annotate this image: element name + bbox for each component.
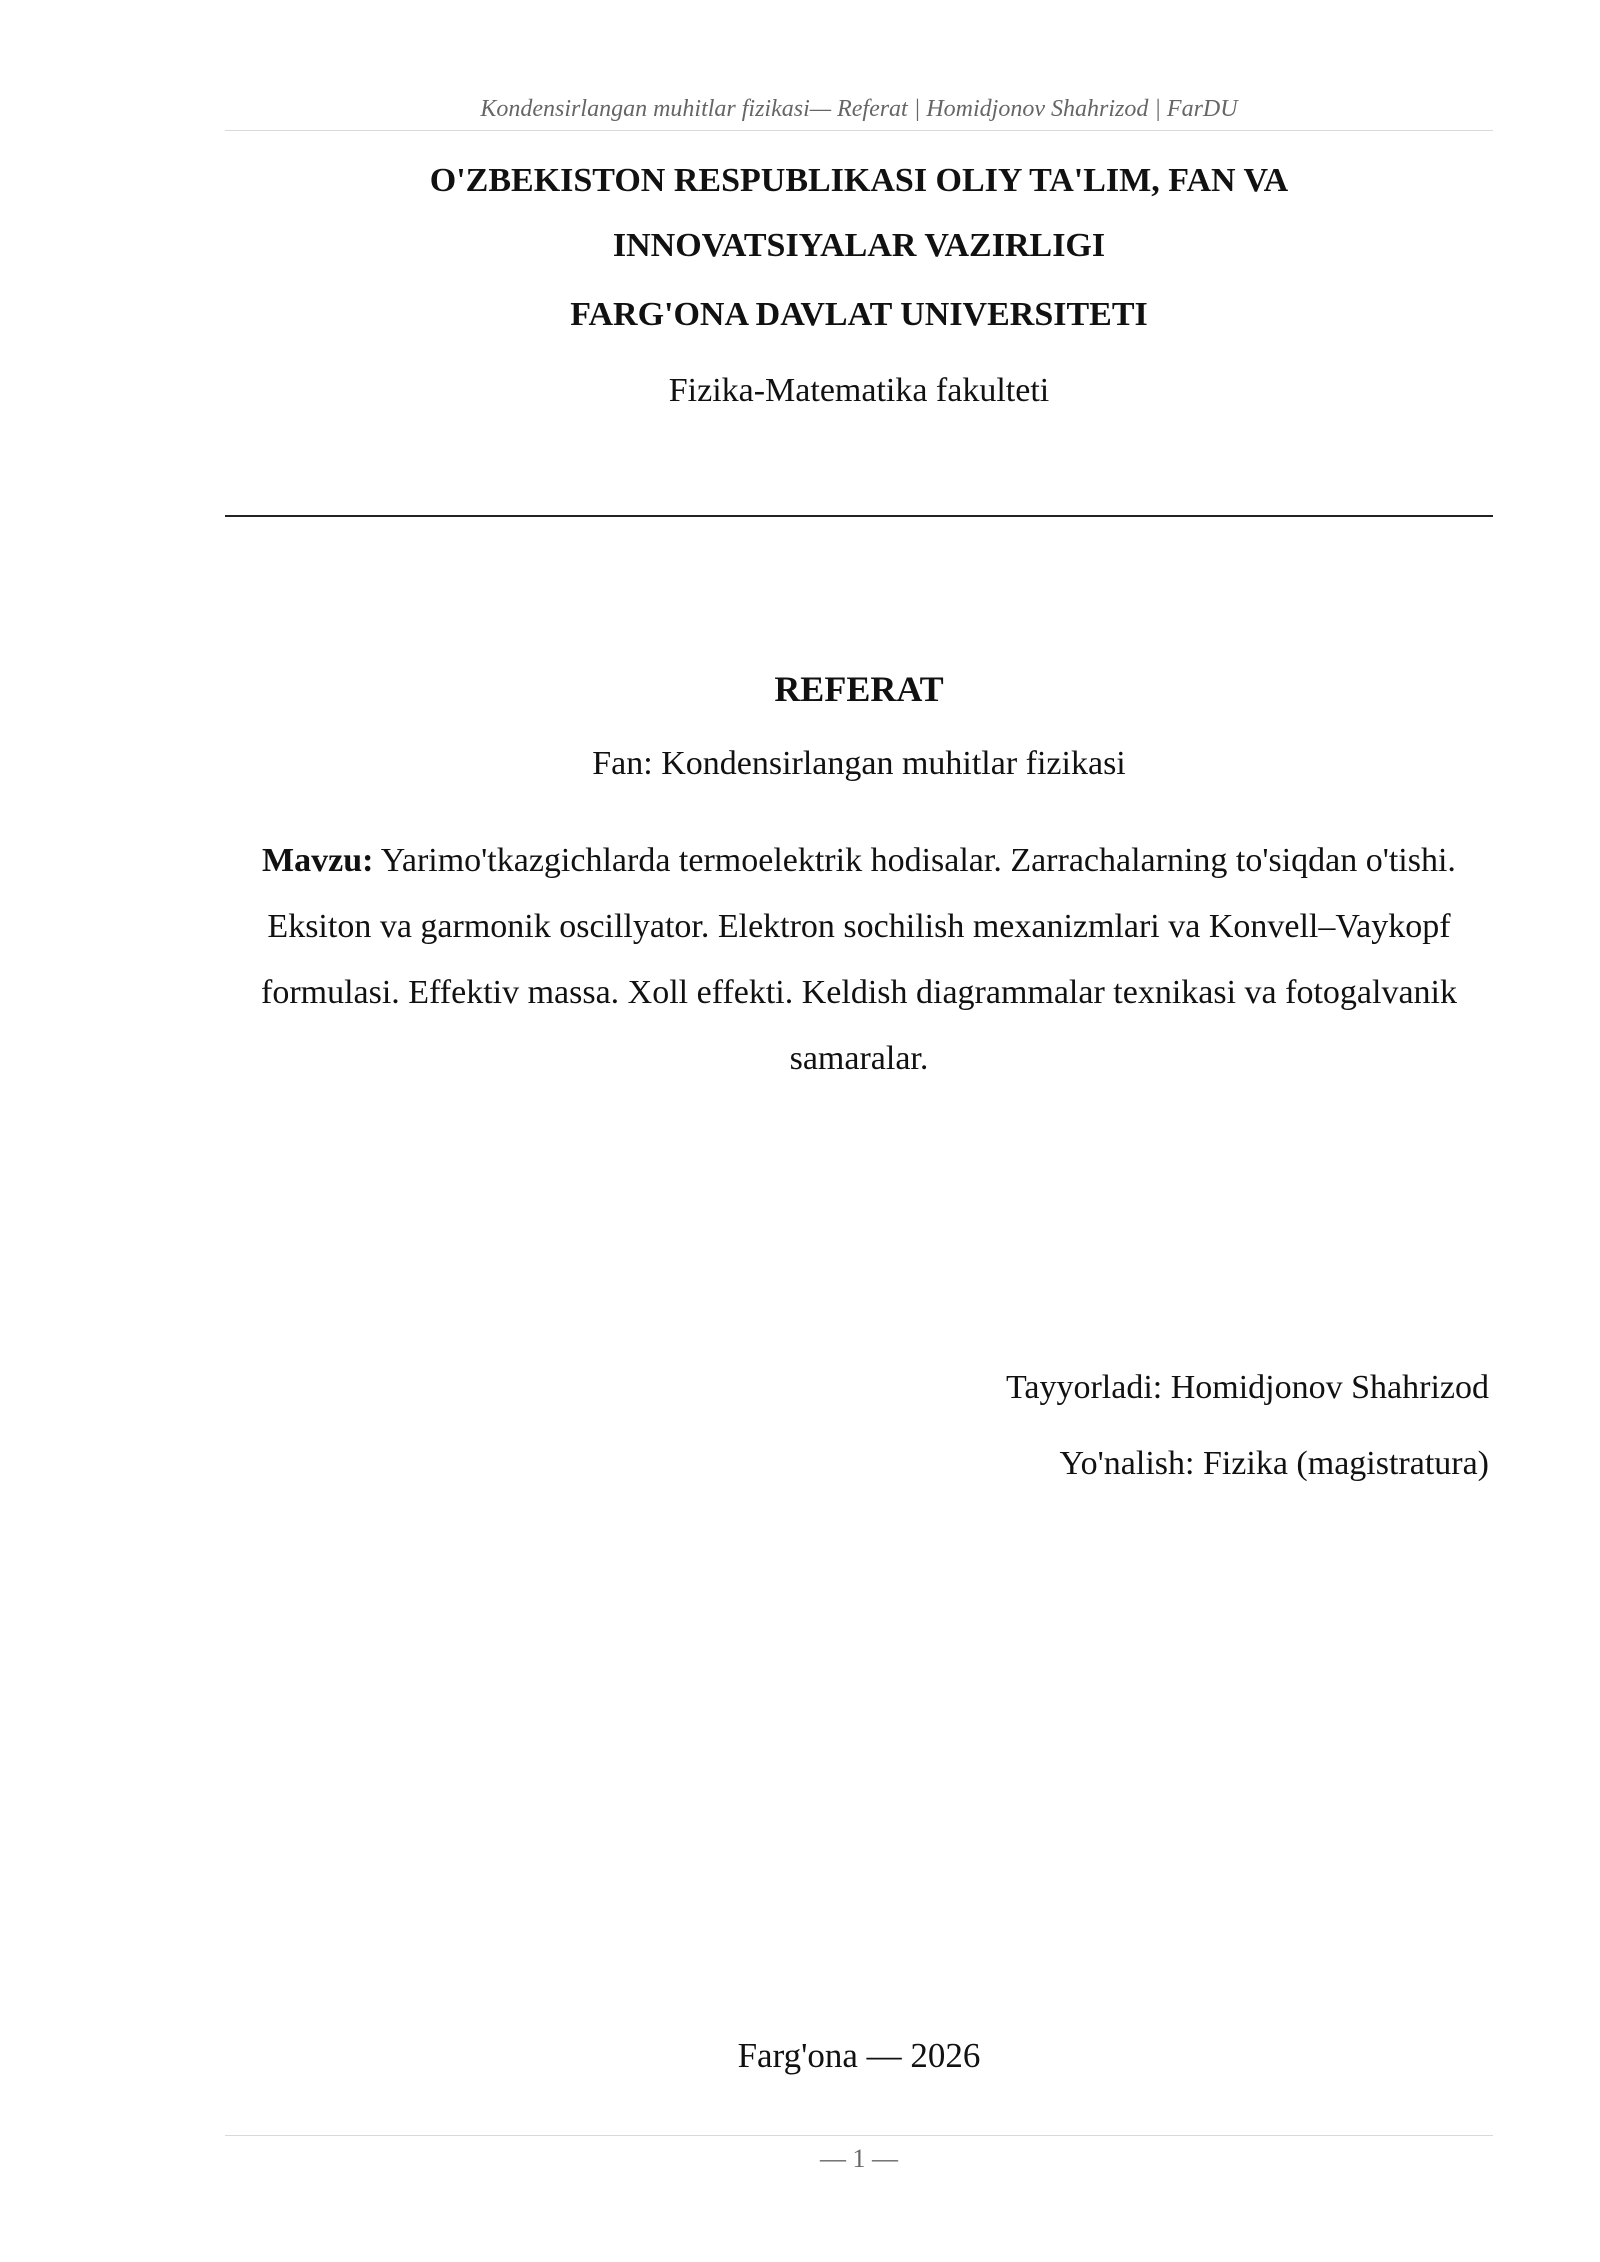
ministry-title-line-1: O'ZBEKISTON RESPUBLIKASI OLIY TA'LIM, FAN VA <box>429 162 1289 199</box>
ministry-title <box>225 148 1493 278</box>
place-and-year: Farg'ona — 2026 <box>737 2036 981 2075</box>
title-separator <box>225 515 1493 517</box>
study-direction: Yo'nalish: Fizika (magistratura) <box>1059 1445 1489 1482</box>
faculty-name: Fizika-Matematika fakulteti <box>668 372 1050 409</box>
author-block <box>225 1350 1489 1502</box>
header-divider <box>225 130 1493 131</box>
running-header: Kondensirlangan muhitlar fizikasi— Referat | Homidjonov Shahrizod | FarDU <box>480 96 1238 122</box>
ministry-title-line-2: INNOVATSIYALAR VAZIRLIGI <box>612 227 1106 264</box>
page-number: — 1 — <box>820 2144 898 2173</box>
topic-paragraph <box>240 828 1478 1092</box>
topic-label: Mavzu: <box>262 842 374 879</box>
footer-divider <box>225 2135 1493 2136</box>
university-name: FARG'ONA DAVLAT UNIVERSITETI <box>570 296 1148 333</box>
prepared-by: Tayyorladi: Homidjonov Shahrizod <box>1006 1369 1489 1406</box>
subject-line: Fan: Kondensirlangan muhitlar fizikasi <box>592 745 1126 782</box>
document-type: REFERAT <box>774 669 944 709</box>
topic-text: Yarimo'tkazgichlarda termoelektrik hodisalar. Zarrachalarning to'siqdan o'tishi. Eksiton va garmonik oscillyator. Elektron sochilish mexanizmlari va Konvell–Vaykopf formulasi. Effektiv massa. Xoll effekti. Keldish diagrammalar texnikasi va fotogalvanik samaralar. <box>261 842 1457 1077</box>
